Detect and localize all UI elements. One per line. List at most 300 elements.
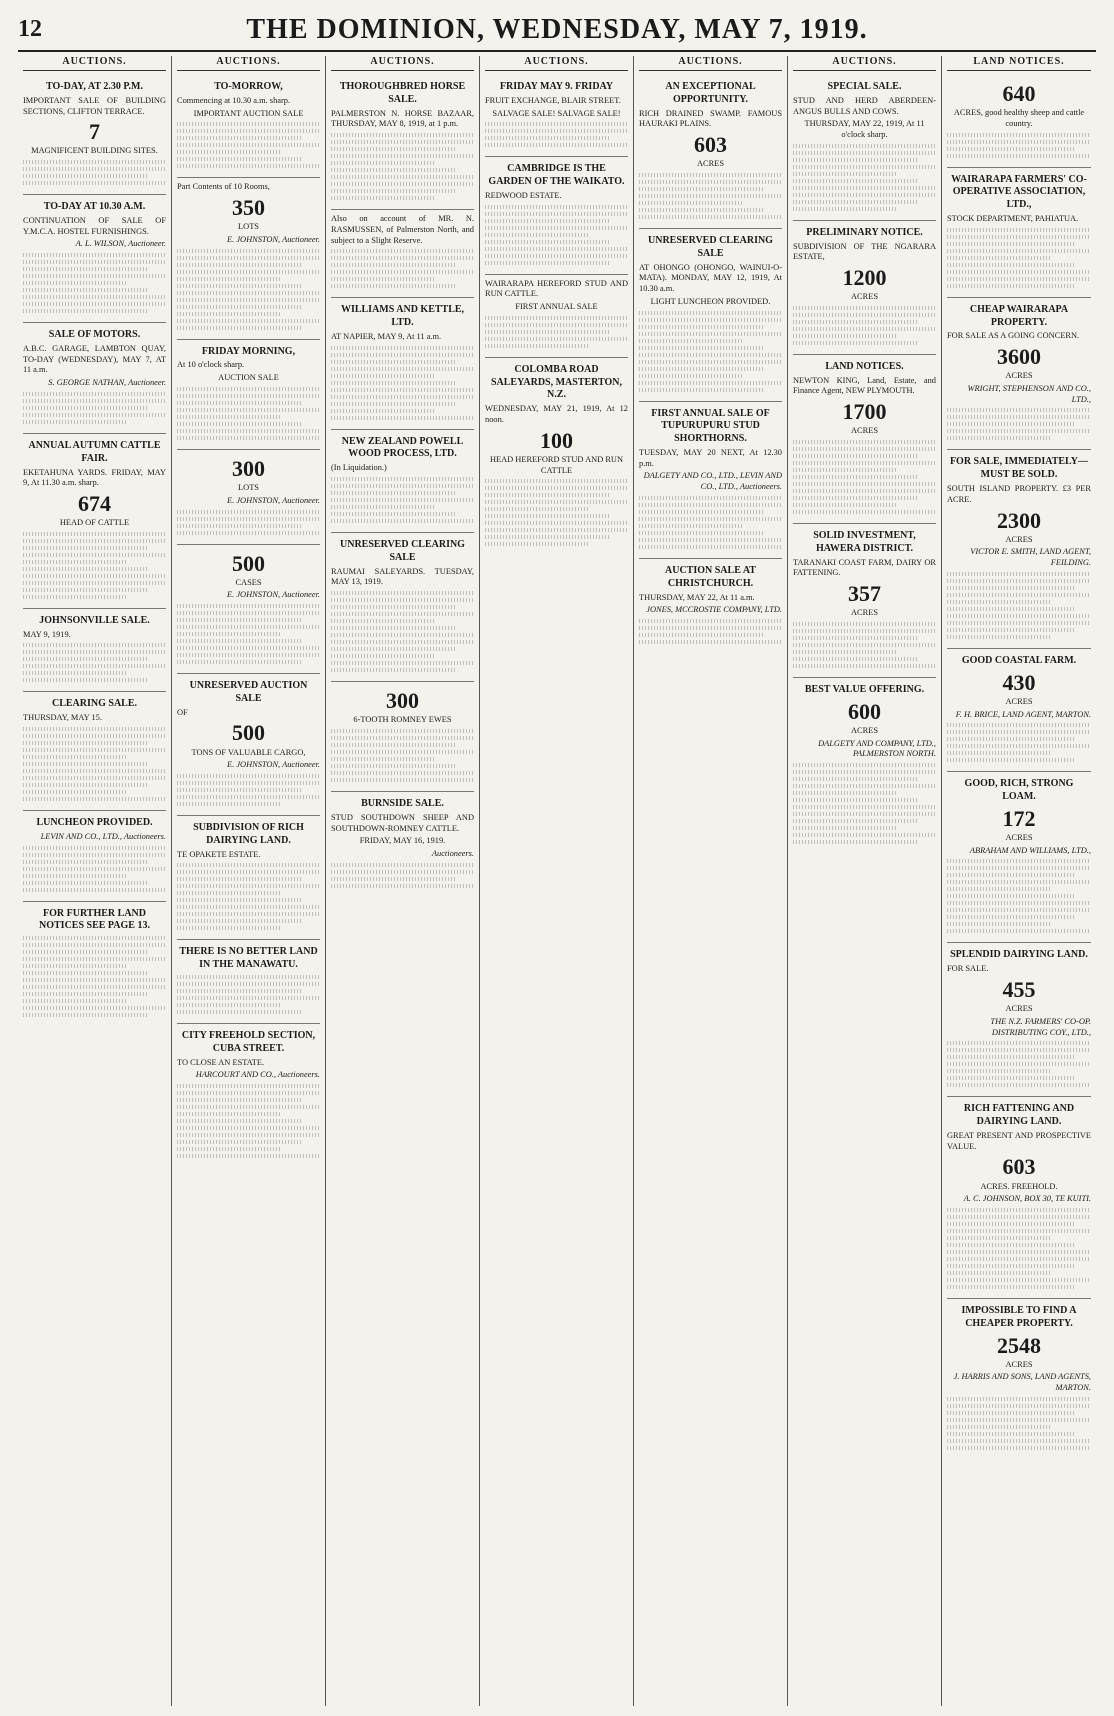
text-line	[331, 395, 474, 399]
text-line	[23, 783, 149, 787]
text-line	[793, 833, 936, 837]
newspaper-title: THE DOMINION, WEDNESDAY, MAY 7, 1919.	[246, 14, 868, 45]
text-line	[793, 454, 919, 458]
text-line	[177, 912, 320, 916]
text-line	[947, 1208, 1091, 1212]
text-line	[793, 320, 919, 324]
text-line	[947, 887, 1051, 891]
text-line	[177, 632, 280, 636]
text-line	[639, 545, 782, 549]
text-line	[947, 1215, 1091, 1219]
text-line	[485, 479, 628, 483]
text-line	[947, 228, 1091, 232]
advertisement	[23, 323, 166, 434]
text-line	[23, 539, 166, 543]
ad-body: (In Liquidation.)	[331, 463, 387, 473]
ad-heading: CITY FREEHOLD SECTION, CUBA STREET.	[181, 1030, 316, 1054]
ad-body: Part Contents of 10 Rooms,	[177, 182, 270, 192]
text-line	[947, 915, 1074, 919]
advertisement	[639, 402, 782, 559]
text-line	[947, 1439, 1091, 1443]
text-line	[23, 874, 126, 878]
text-line	[793, 158, 919, 162]
text-line	[639, 510, 765, 514]
text-line	[331, 256, 474, 260]
column-header: LAND NOTICES.	[947, 56, 1091, 71]
text-line	[485, 486, 628, 490]
text-line	[485, 542, 588, 546]
text-line	[639, 187, 765, 191]
text-line	[793, 193, 936, 197]
text-line	[23, 964, 126, 968]
text-line	[177, 531, 320, 535]
text-line	[177, 618, 303, 622]
text-line	[639, 332, 782, 336]
text-line	[177, 429, 320, 433]
text-line	[331, 381, 457, 385]
ad-body: SOUTH ISLAND PROPERTY. £3 PER ACRE.	[947, 484, 1091, 504]
text-line	[947, 147, 1074, 151]
ad-center-text: ACRES	[1005, 1004, 1033, 1014]
text-line	[23, 181, 166, 185]
text-line	[331, 161, 434, 165]
ad-signature: ABRAHAM AND WILLIAMS, LTD.,	[969, 845, 1091, 855]
ad-big-number: 2300	[997, 507, 1041, 533]
text-line	[947, 593, 1091, 597]
ad-heading: SUBDIVISION OF RICH DAIRYING LAND.	[193, 822, 304, 846]
text-line	[639, 367, 765, 371]
text-line	[177, 129, 320, 133]
text-line	[639, 173, 782, 177]
text-line	[947, 723, 1091, 727]
text-line	[177, 1147, 280, 1151]
advertisement	[947, 649, 1091, 772]
ad-signature: DALGETY AND COMPANY, LTD., PALMERSTON NORTH.	[818, 738, 936, 759]
text-line	[177, 312, 280, 316]
fine-print	[947, 723, 1091, 762]
text-line	[331, 182, 474, 186]
text-line	[947, 628, 1074, 632]
text-line	[947, 922, 1051, 926]
text-line	[947, 256, 1051, 260]
ad-center-text: LOTS	[238, 483, 259, 493]
text-line	[947, 859, 1091, 863]
ad-heading: TO-MORROW,	[214, 81, 283, 92]
text-line	[793, 770, 936, 774]
text-line	[947, 1069, 1051, 1073]
text-line	[485, 122, 628, 126]
text-line	[177, 1098, 303, 1102]
text-line	[793, 622, 936, 626]
ad-heading: GOOD COASTAL FARM.	[961, 654, 1077, 666]
text-line	[947, 429, 1091, 433]
text-line	[331, 147, 457, 151]
text-line	[331, 884, 474, 888]
text-line	[177, 1140, 303, 1144]
text-line	[177, 774, 320, 778]
text-line	[485, 535, 611, 539]
text-line	[177, 263, 303, 267]
text-line	[23, 999, 126, 1003]
text-line	[793, 207, 896, 211]
ad-body: NEWTON KING, Land, Estate, and Finance Agent, NEW PLYMOUTH.	[793, 375, 936, 396]
text-line	[23, 406, 149, 410]
ad-body: Commencing at 10.30 a.m. sharp.	[177, 95, 291, 105]
text-line	[947, 1041, 1091, 1045]
text-line	[639, 346, 765, 350]
text-line	[331, 154, 474, 158]
text-line	[331, 640, 474, 644]
ad-big-number: 172	[1002, 805, 1036, 831]
advertisement	[331, 210, 474, 298]
text-line	[947, 1076, 1074, 1080]
text-line	[485, 129, 628, 133]
text-line	[331, 484, 474, 488]
fine-print	[331, 591, 474, 672]
text-line	[639, 311, 782, 315]
ad-center-text: THURSDAY, MAY 22, 1919, At 11 o'clock sharp.	[804, 119, 925, 140]
advertisement	[23, 811, 166, 902]
ad-signature: Auctioneers.	[431, 849, 474, 859]
text-line	[177, 898, 303, 902]
text-line	[23, 1013, 149, 1017]
text-line	[639, 201, 742, 205]
fine-print	[485, 479, 628, 546]
text-line	[331, 668, 457, 672]
text-line	[23, 643, 166, 647]
fine-print	[639, 173, 782, 219]
ad-center-text: ACRES	[1005, 1359, 1033, 1369]
column-header: AUCTIONS.	[793, 56, 936, 71]
text-line	[177, 1112, 280, 1116]
text-line	[639, 215, 782, 219]
ad-body: RICH DRAINED SWAMP. FAMOUS HAURAKI PLAINS.	[639, 108, 782, 129]
text-line	[639, 531, 765, 535]
text-line	[793, 791, 896, 795]
text-line	[331, 402, 457, 406]
ad-heading: FRIDAY MORNING,	[201, 345, 296, 357]
text-line	[947, 1222, 1074, 1226]
ad-heading: RICH FATTENING AND DAIRYING LAND.	[963, 1103, 1075, 1128]
text-line	[485, 316, 628, 320]
ad-heading: WILLIAMS AND KETTLE, LTD.	[340, 304, 465, 329]
text-line	[23, 420, 126, 424]
text-line	[485, 493, 611, 497]
text-line	[793, 447, 936, 451]
ad-center-text: ACRES, good healthy sheep and cattle country.	[953, 108, 1085, 128]
ad-heading: BURNSIDE SALE.	[361, 797, 444, 809]
text-line	[639, 318, 782, 322]
fine-print	[947, 1041, 1091, 1087]
text-line	[177, 646, 320, 650]
text-line	[793, 461, 936, 465]
ad-big-number: 674	[78, 491, 111, 517]
advertisement	[793, 221, 936, 355]
text-line	[177, 524, 303, 528]
ad-body: PALMERSTON N. HORSE BAZAAR, THURSDAY, MAY 8, 1919, at 1 p.m.	[331, 108, 474, 129]
text-line	[793, 179, 919, 183]
ad-body: THURSDAY, MAY 22, At 11 a.m.	[639, 592, 755, 602]
ad-body: STUD SOUTHDOWN SHEEP AND SOUTHDOWN-ROMNEY CATTLE.	[331, 812, 474, 833]
text-line	[947, 880, 1091, 884]
ad-center-text: ACRES. FREEHOLD.	[980, 1181, 1058, 1191]
text-line	[177, 926, 280, 930]
ad-center-text: ACRES	[697, 159, 724, 169]
text-line	[947, 758, 1074, 762]
text-line	[177, 401, 303, 405]
text-line	[793, 489, 936, 493]
ad-big-number: 7	[89, 119, 100, 145]
column-header: AUCTIONS.	[177, 56, 320, 71]
masthead	[18, 14, 1096, 52]
text-line	[639, 339, 742, 343]
ad-center-text: ACRES	[1005, 534, 1033, 544]
text-line	[947, 133, 1091, 137]
column-header: AUCTIONS.	[23, 56, 166, 71]
ad-heading: PRELIMINARY NOTICE.	[806, 226, 923, 238]
ad-signature: JONES, MCCROSTIE COMPANY, LTD.	[646, 605, 782, 615]
text-line	[177, 436, 320, 440]
text-line	[947, 635, 1051, 639]
text-line	[23, 867, 166, 871]
text-line	[793, 313, 936, 317]
ad-center-text: LIGHT LUNCHEON PROVIDED.	[650, 296, 771, 306]
text-line	[177, 1091, 320, 1095]
fine-print	[793, 763, 936, 844]
text-line	[23, 253, 166, 257]
text-line	[23, 160, 166, 164]
ad-heading: TO-DAY, AT 2.30 P.M.	[46, 81, 143, 92]
ad-big-number: 430	[1002, 669, 1036, 695]
text-line	[177, 136, 303, 140]
advertisement	[177, 940, 320, 1024]
text-line	[947, 415, 1091, 419]
ad-heading: SOLID INVESTMENT, HAWERA DISTRICT.	[813, 530, 916, 554]
text-line	[331, 870, 474, 874]
advertisement	[331, 533, 474, 682]
ad-heading: LUNCHEON PROVIDED.	[36, 817, 153, 829]
ad-center-text: IMPORTANT AUCTION SALE	[193, 108, 304, 118]
text-line	[23, 302, 166, 306]
text-line	[793, 777, 919, 781]
text-line	[177, 326, 303, 330]
text-line	[947, 1083, 1091, 1087]
fine-print	[177, 1084, 320, 1158]
text-line	[793, 172, 896, 176]
fine-print	[177, 249, 320, 330]
advertisement	[639, 229, 782, 402]
text-line	[177, 975, 320, 979]
ad-heading: LAND NOTICES.	[825, 360, 904, 372]
ad-heading: FRIDAY MAY 9. FRIDAY	[499, 81, 614, 92]
text-line	[485, 500, 628, 504]
text-line	[485, 528, 628, 532]
advertisement	[331, 792, 474, 897]
text-line	[947, 621, 1091, 625]
text-line	[331, 736, 474, 740]
ad-heading: COLOMBA ROAD SALEYARDS, MASTERTON, N.Z.	[490, 363, 623, 401]
text-line	[331, 168, 457, 172]
ad-big-number: 300	[232, 455, 265, 481]
text-line	[177, 611, 320, 615]
column-header: AUCTIONS.	[485, 56, 628, 71]
ad-center-text: AUCTION SALE	[218, 373, 279, 383]
text-line	[793, 482, 936, 486]
text-line	[23, 413, 166, 417]
text-line	[177, 781, 320, 785]
ad-heading: CHEAP WAIRARAPA PROPERTY.	[969, 303, 1069, 328]
text-line	[947, 751, 1051, 755]
ad-body: Also on account of MR. N. RASMUSSEN, of Palmerston North, and subject to a Slight Reserve.	[331, 214, 474, 245]
text-line	[23, 978, 166, 982]
fine-print	[23, 846, 166, 892]
column-header: AUCTIONS.	[331, 56, 474, 71]
text-line	[331, 647, 457, 651]
text-line	[331, 633, 474, 637]
text-line	[177, 795, 320, 799]
text-line	[23, 936, 166, 940]
text-line	[177, 870, 320, 874]
text-line	[485, 226, 628, 230]
page-number: 12	[18, 16, 42, 42]
text-line	[331, 591, 474, 595]
fine-print	[485, 122, 628, 147]
text-line	[23, 267, 149, 271]
text-line	[793, 165, 936, 169]
text-line	[947, 579, 1091, 583]
ad-body: WAIRARAPA HEREFORD STUD AND RUN CATTLE.	[485, 278, 628, 299]
text-line	[793, 664, 936, 668]
text-line	[947, 284, 1074, 288]
text-line	[23, 971, 149, 975]
ad-center-text: ACRES	[851, 608, 878, 618]
text-line	[177, 408, 320, 412]
ad-body: RAUMAI SALEYARDS. TUESDAY, MAY 13, 1919.	[331, 566, 474, 587]
ad-signature: HARCOURT AND CO., Auctioneers.	[195, 1070, 320, 1080]
text-line	[177, 604, 320, 608]
fine-print	[947, 133, 1091, 158]
ad-heading: UNRESERVED CLEARING SALE	[648, 234, 773, 259]
ad-signature: F. H. BRICE, LAND AGENT, MARTON.	[955, 709, 1091, 719]
text-line	[23, 748, 166, 752]
text-line	[23, 581, 166, 585]
text-line	[947, 1432, 1074, 1436]
text-line	[947, 737, 1074, 741]
text-line	[177, 387, 320, 391]
text-line	[947, 730, 1091, 734]
text-line	[177, 305, 303, 309]
text-line	[177, 319, 320, 323]
text-line	[485, 507, 588, 511]
fine-print	[331, 346, 474, 420]
text-line	[177, 270, 320, 274]
text-line	[639, 503, 782, 507]
text-line	[485, 205, 628, 209]
text-line	[793, 327, 936, 331]
ad-body: IMPORTANT SALE OF BUILDING SECTIONS, CLIFTON TERRACE.	[23, 95, 166, 116]
text-line	[947, 1264, 1074, 1268]
ad-signature: A. C. JOHNSON, BOX 30, TE KUITI.	[963, 1194, 1091, 1204]
text-line	[177, 639, 303, 643]
ad-heading: FOR FURTHER LAND NOTICES SEE PAGE 13.	[39, 907, 150, 932]
text-line	[177, 1003, 280, 1007]
text-line	[331, 284, 457, 288]
text-line	[331, 743, 457, 747]
text-line	[23, 741, 149, 745]
fine-print	[639, 619, 782, 644]
text-line	[23, 943, 166, 947]
ad-body: A.B.C. GARAGE, LAMBTON QUAY, TO-DAY (WEDNESDAY), MAY 7, AT 11 a.m.	[23, 343, 166, 375]
text-line	[485, 219, 611, 223]
ad-body: At 10 o'clock sharp.	[177, 360, 245, 370]
text-line	[793, 763, 936, 767]
text-line	[177, 905, 320, 909]
text-line	[23, 567, 149, 571]
fine-print	[23, 160, 166, 185]
advertisement	[331, 298, 474, 429]
ad-body: AT NAPIER, MAY 9, At 11 a.m.	[331, 331, 442, 341]
text-line	[947, 1285, 1074, 1289]
text-line	[793, 643, 936, 647]
text-line	[331, 367, 474, 371]
text-line	[23, 309, 149, 313]
text-line	[331, 277, 434, 281]
ad-body: TUESDAY, MAY 20 NEXT, At 12.30 p.m.	[639, 447, 782, 468]
ad-heading: FIRST ANNUAL SALE OF TUPURUPURU STUD SHORTHORNS.	[651, 407, 770, 445]
text-line	[331, 175, 474, 179]
ad-signature: E. JOHNSTON, Auctioneer.	[227, 590, 320, 600]
text-line	[23, 992, 149, 996]
text-line	[485, 254, 628, 258]
text-line	[23, 678, 149, 682]
ad-heading: ANNUAL AUTUMN CATTLE FAIR.	[28, 439, 161, 464]
text-line	[485, 136, 611, 140]
ad-body: CONTINUATION OF SALE OF Y.M.C.A. HOSTEL FURNISHINGS.	[23, 215, 166, 236]
ad-big-number: 100	[540, 427, 573, 453]
text-line	[23, 399, 166, 403]
ad-center-text: MAGNIFICENT BUILDING SITES.	[31, 146, 158, 156]
ad-body: TO CLOSE AN ESTATE.	[177, 1057, 265, 1067]
ad-heading: BEST VALUE OFFERING.	[804, 684, 925, 696]
text-line	[793, 306, 936, 310]
advertisement	[331, 430, 474, 533]
text-line	[177, 249, 320, 253]
fine-print	[485, 205, 628, 265]
text-line	[947, 1250, 1091, 1254]
text-line	[331, 661, 474, 665]
ad-heading: UNRESERVED AUCTION SALE	[189, 680, 308, 704]
text-line	[23, 574, 166, 578]
text-line	[331, 196, 434, 200]
text-line	[639, 538, 782, 542]
ad-center-text: FIRST ANNUAL SALE	[515, 302, 598, 312]
column-3	[326, 56, 480, 1706]
ad-center-text: ACRES	[1005, 832, 1033, 842]
text-line	[639, 388, 765, 392]
text-line	[639, 640, 782, 644]
text-line	[23, 734, 166, 738]
text-line	[23, 260, 166, 264]
text-line	[177, 1126, 320, 1130]
text-line	[947, 235, 1091, 239]
advertisement	[331, 682, 474, 792]
text-line	[23, 295, 166, 299]
advertisement	[23, 434, 166, 609]
ad-signature: E. JOHNSTON, Auctioneer.	[227, 495, 320, 505]
text-line	[331, 619, 434, 623]
text-line	[177, 284, 303, 288]
fine-print	[331, 477, 474, 523]
